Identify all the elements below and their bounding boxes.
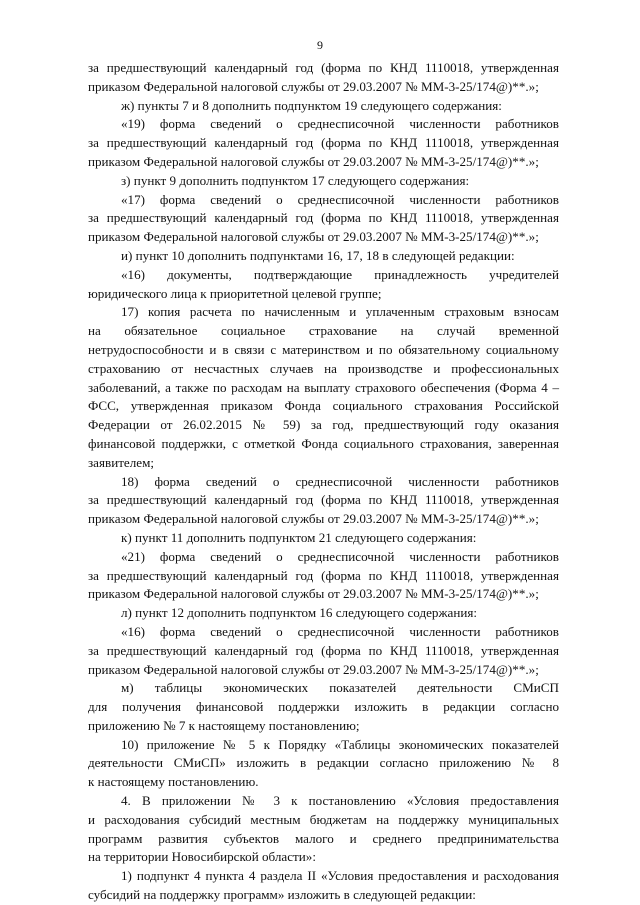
text-line: для получения финансовой поддержки изложить в редакции согласно <box>88 699 559 715</box>
text-line: на обязательное социальное страхование на случай временной <box>88 323 559 339</box>
text-line: 10) приложение № 5 к Порядку «Таблицы экономических показателей <box>121 736 559 752</box>
text-line: деятельности СМиСП» изложить в редакции согласно приложению № 8 <box>88 755 559 771</box>
text-line: «21) форма сведений о среднесписочной численности работников <box>121 548 559 564</box>
text-line: м) таблицы экономических показателей деятельности СМиСП <box>121 680 559 696</box>
text-line: приказом Федеральной налоговой службы от 29.03.2007 № ММ-3-25/174@)**.»; <box>88 511 539 527</box>
text-line: субсидий на поддержку программ» изложить в следующей редакции: <box>88 887 476 903</box>
text-line: к) пункт 11 дополнить подпунктом 21 следующего содержания: <box>121 529 477 545</box>
text-line: «17) форма сведений о среднесписочной численности работников <box>121 191 559 207</box>
text-line: за предшествующий календарный год (форма по КНД 1110018, утвержденная <box>88 60 559 75</box>
text-line: за предшествующий календарный год (форма по КНД 1110018, утвержденная <box>88 135 559 151</box>
text-line: приказом Федеральной налоговой службы от 29.03.2007 № ММ-3-25/174@)**.»; <box>88 153 539 169</box>
text-line: приказом Федеральной налоговой службы от 29.03.2007 № ММ-3-25/174@)**.»; <box>88 661 539 677</box>
text-line: 18) форма сведений о среднесписочной численности работников <box>121 473 559 489</box>
text-line: ФСС, утвержденная приказом Фонда социального страхования Российской <box>88 398 559 414</box>
text-line: приложению № 7 к настоящему постановлению; <box>88 717 360 733</box>
text-line: за предшествующий календарный год (форма по КНД 1110018, утвержденная <box>88 210 559 226</box>
text-line: программ развития субъектов малого и среднего предпринимательства <box>88 830 559 846</box>
text-line: з) пункт 9 дополнить подпунктом 17 следующего содержания: <box>121 172 470 188</box>
text-line: заявителем; <box>88 454 154 470</box>
text-line: «16) документы, подтверждающие принадлежность учредителей <box>121 266 559 282</box>
text-line: 1) подпункт 4 пункта 4 раздела II «Условия предоставления и расходования <box>121 868 559 884</box>
text-line: юридического лица к приоритетной целевой группе; <box>88 285 382 301</box>
text-line: за предшествующий календарный год (форма по КНД 1110018, утвержденная <box>88 567 559 583</box>
text-line: 17) копия расчета по начисленным и уплаченным страховым взносам <box>121 304 559 320</box>
text-line: нетрудоспособности и в связи с материнством и по обязательному социальному <box>88 341 559 357</box>
text-line: на территории Новосибирской области»: <box>88 849 316 865</box>
text-line: к настоящему постановлению. <box>88 774 259 790</box>
text-line: и расходования субсидий местным бюджетам на поддержку муниципальных <box>88 811 559 827</box>
text-line: за предшествующий календарный год (форма по КНД 1110018, утвержденная <box>88 492 559 508</box>
text-line: приказом Федеральной налоговой службы от 29.03.2007 № ММ-3-25/174@)**.»; <box>88 229 539 245</box>
text-line: ж) пункты 7 и 8 дополнить подпунктом 19 следующего содержания: <box>121 97 502 113</box>
text-line: финансовой поддержки, с отметкой Фонда социального страхования, заверенная <box>88 435 559 451</box>
page-number: 9 <box>317 38 323 52</box>
text-line: и) пункт 10 дополнить подпунктами 16, 17, 18 в следующей редакции: <box>121 247 515 263</box>
document-body <box>88 59 559 905</box>
text-line: Федерации от 26.02.2015 № 59) за год, предшествующий году оказания <box>88 417 559 433</box>
text-line: заболеваний, а также по расходам на выплату страхового обеспечения (Форма 4 – <box>88 379 559 395</box>
text-line: «16) форма сведений о среднесписочной численности работников <box>121 623 559 639</box>
text-line: страхованию от несчастных случаев на производстве и профессиональных <box>88 360 559 376</box>
text-line: приказом Федеральной налоговой службы от 29.03.2007 № ММ-3-25/174@)**.»; <box>88 78 539 94</box>
text-line: за предшествующий календарный год (форма по КНД 1110018, утвержденная <box>88 642 559 658</box>
text-line: 4. В приложении № 3 к постановлению «Условия предоставления <box>121 793 559 809</box>
text-line: приказом Федеральной налоговой службы от 29.03.2007 № ММ-3-25/174@)**.»; <box>88 586 539 602</box>
text-line: «19) форма сведений о среднесписочной численности работников <box>121 116 559 132</box>
text-line: л) пункт 12 дополнить подпунктом 16 следующего содержания: <box>121 605 478 621</box>
